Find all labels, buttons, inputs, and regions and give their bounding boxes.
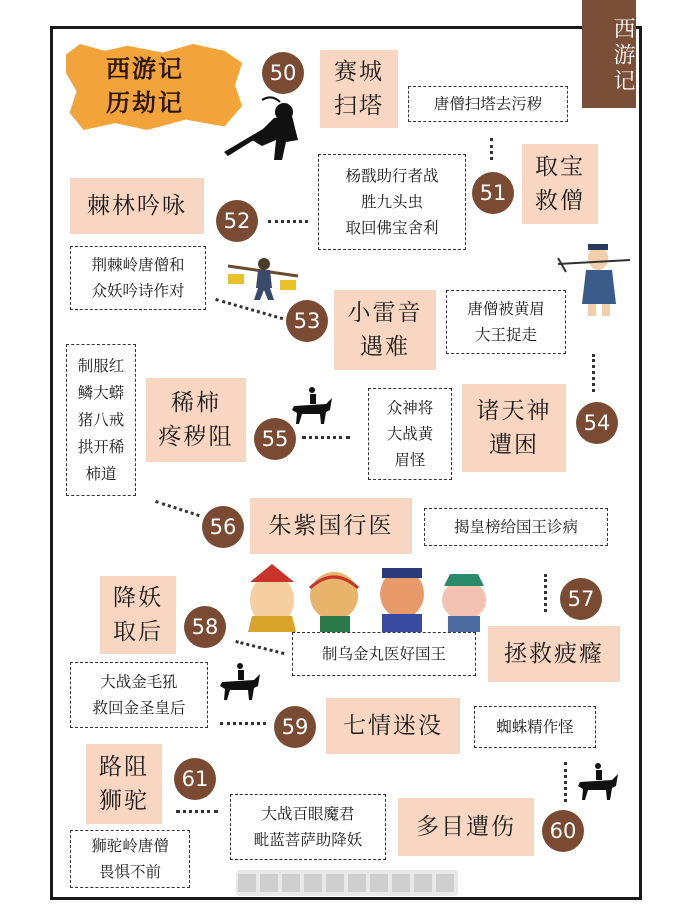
stage-51-title: 取宝 救僧 — [522, 144, 598, 224]
stage-53-number: 53 — [286, 300, 328, 342]
stage-51-number: 51 — [472, 172, 514, 214]
stage-59-number: 59 — [274, 706, 316, 748]
stage-59-title: 七情迷没 — [326, 698, 460, 754]
stage-50-number: 50 — [262, 52, 304, 94]
stage-56-number: 56 — [202, 506, 244, 548]
horse-rider-silhouette-3 — [576, 762, 620, 802]
stage-61-note: 狮驼岭唐僧 畏惧不前 — [70, 830, 190, 888]
stage-60-title: 多目遭伤 — [398, 798, 534, 856]
stage-58-number: 58 — [184, 606, 226, 648]
stage-56-note: 揭皇榜给国王诊病 — [424, 508, 608, 546]
connector-54-55 — [302, 436, 350, 439]
stage-54-number: 54 — [576, 402, 618, 444]
stage-52-note: 荆棘岭唐僧和 众妖吟诗作对 — [70, 246, 206, 310]
side-tab: 西游记 — [582, 0, 636, 108]
stage-57-number: 57 — [560, 578, 602, 620]
monk-figure — [556, 238, 632, 322]
stage-60-note: 大战百眼魔君 毗蓝菩萨助降妖 — [230, 794, 386, 860]
connector-58-59 — [220, 722, 266, 725]
stage-54-title: 诸天神 遭困 — [462, 384, 566, 472]
stage-51-note: 杨戬助行者战 胜九头虫 取回佛宝舍利 — [318, 154, 466, 250]
page-title: 西游记 历劫记 — [106, 55, 184, 117]
stage-53-title: 小雷音 遇难 — [334, 290, 436, 370]
watermark-bar — [236, 870, 458, 896]
monkey-king-silhouette — [222, 96, 312, 162]
stage-58-note: 大战金毛犼 救回金圣皇后 — [70, 662, 208, 728]
porter-figure — [224, 252, 304, 302]
stage-57-title: 拯救疲癃 — [488, 626, 620, 682]
stage-53-note: 唐僧被黄眉 大王捉走 — [446, 290, 566, 354]
connector-50-51 — [490, 138, 493, 160]
stage-61-number: 61 — [174, 758, 216, 800]
connector-51-52 — [268, 220, 308, 223]
connector-60-61 — [176, 810, 218, 813]
stage-61-title: 路阻 狮驼 — [86, 744, 162, 824]
stage-54-note: 众神将 大战黄 眉怪 — [368, 388, 452, 480]
stage-55-note: 制服红 鳞大蟒 猪八戒 拱开稀 柿道 — [66, 344, 136, 496]
stage-56-title: 朱紫国行医 — [250, 498, 412, 554]
stage-60-number: 60 — [542, 810, 584, 852]
connector-59-60 — [564, 762, 567, 802]
horse-rider-silhouette — [290, 386, 334, 426]
stage-55-number: 55 — [254, 418, 296, 460]
stage-52-number: 52 — [216, 200, 258, 242]
stage-55-title: 稀柿 疼秽阻 — [146, 378, 246, 462]
stage-52-title: 棘林吟咏 — [70, 178, 204, 234]
connector-53-54 — [592, 354, 595, 392]
stage-57-note: 制乌金丸医好国王 — [292, 632, 476, 676]
stage-50-title: 赛城 扫塔 — [320, 50, 398, 128]
stage-50-note: 唐僧扫塔去污秽 — [408, 86, 568, 122]
horse-rider-silhouette-2 — [218, 662, 262, 702]
stage-58-title: 降妖 取后 — [100, 576, 176, 654]
connector-56-57 — [544, 574, 547, 612]
stage-59-note: 蜘蛛精作怪 — [474, 706, 596, 748]
pilgrim-characters-illustration — [242, 560, 492, 634]
